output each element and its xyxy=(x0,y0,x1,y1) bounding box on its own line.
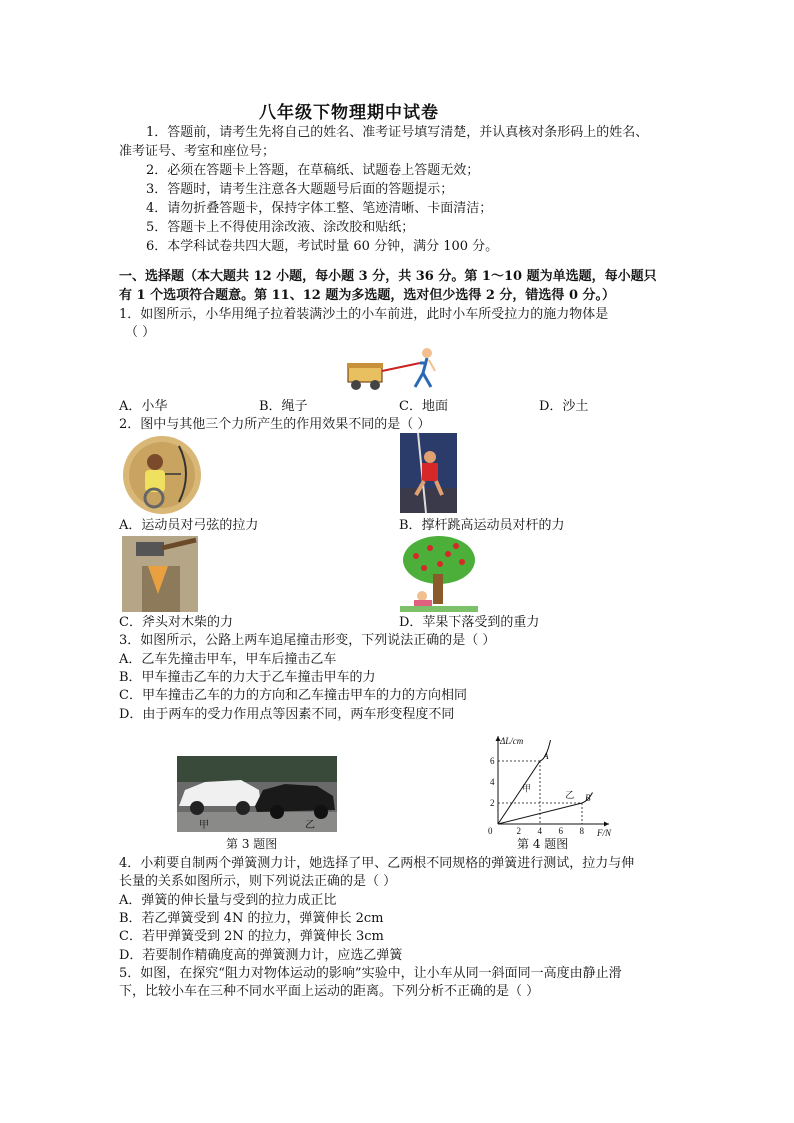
instruction-6: 6．本学科试卷共四大题，考试时量 60 分钟，满分 100 分。 xyxy=(146,239,499,254)
x-tick-label: 2 xyxy=(516,826,521,836)
q4-option-d: D．若要制作精确度高的弹簧测力计，应选乙弹簧 xyxy=(119,948,403,963)
q1-option-b: B．绳子 xyxy=(259,399,308,414)
instruction-2: 2．必须在答题卡上答题，在草稿纸、试题卷上答题无效； xyxy=(146,163,480,178)
q3-option-b: B．甲车撞击乙车的力大于乙车撞击甲车的力 xyxy=(119,670,376,685)
q4-figure-caption: 第 4 题图 xyxy=(517,837,569,851)
q3-option-c: C．甲车撞击乙车的力的方向和乙车撞击甲车的力的方向相同 xyxy=(119,688,467,703)
photo-label-jia: 甲 xyxy=(199,820,209,831)
q1-option-d: D．沙土 xyxy=(539,399,589,414)
instruction-1: 1．答题前，请考生先将自己的姓名、准考证号填写清楚，并认真核对条形码上的姓名、 xyxy=(146,125,649,140)
q1-stem-bracket: （ ） xyxy=(125,325,156,340)
q1-option-c: C．地面 xyxy=(399,399,448,414)
y-tick-label: 2 xyxy=(490,798,495,808)
cart-pulling-figure xyxy=(345,343,445,393)
x-axis-label: F/N xyxy=(597,828,612,836)
series-end-label: B xyxy=(585,793,591,803)
q1-stem: 1．如图所示，小华用绳子拉着装满沙土的小车前进，此时小车所受拉力的施力物体是 xyxy=(119,307,609,322)
pole-vault-photo xyxy=(400,433,457,513)
q1-option-a: A．小华 xyxy=(119,399,168,414)
series-name-label: 甲 xyxy=(522,783,532,794)
q5-stem: 5．如图，在探究“阻力对物体运动的影响”实验中，让小车从同一斜面同一高度由静止滑 xyxy=(119,966,622,981)
archer-photo xyxy=(121,436,203,514)
apple-tree-photo xyxy=(400,534,478,612)
page-title: 八年级下物理期中试卷 xyxy=(259,103,439,123)
q3-stem: 3．如图所示，公路上两车追尾撞击形变，下列说法正确的是（ ） xyxy=(119,633,496,648)
photo-label-yi: 乙 xyxy=(305,820,315,831)
q4-option-b: B．若乙弹簧受到 4N 的拉力，弹簧伸长 2cm xyxy=(119,911,384,926)
series-end-label: A xyxy=(543,751,549,761)
q2-option-b: B．撑杆跳高运动员对杆的力 xyxy=(399,518,565,533)
y-tick-label: 6 xyxy=(490,756,495,766)
q4-option-a: A．弹簧的伸长量与受到的拉力成正比 xyxy=(119,893,337,908)
section-heading-line1: 一、选择题（本大题共 12 小题，每小题 3 分，共 36 分。第 1～10 题为单选题，每小题只 xyxy=(119,269,657,284)
section-heading-line2: 有 1 个选项符合题意。第 11、12 题为多选题，选对但少选得 2 分，错选得 0 分。） xyxy=(119,288,616,303)
axe-wood-photo xyxy=(122,536,198,612)
x-tick-label: 0 xyxy=(488,826,493,836)
series-name-label: 乙 xyxy=(565,790,575,800)
y-axis-label: ΔL/cm xyxy=(500,736,524,746)
q3-option-d: D．由于两车的受力作用点等因素不同，两车形变程度不同 xyxy=(119,707,455,722)
q4-stem: 4．小莉要自制两个弹簧测力计，她选择了甲、乙两根不同规格的弹簧进行测试，拉力与伸 xyxy=(119,856,635,871)
q4-stem-cont: 长量的关系如图所示，则下列说法正确的是（ ） xyxy=(119,874,397,889)
instruction-4: 4．请勿折叠答题卡，保持字体工整、笔迹清晰、卡面清洁； xyxy=(146,201,493,216)
q2-stem: 2．图中与其他三个力所产生的作用效果不同的是（ ） xyxy=(119,417,431,432)
q2-option-c: C．斧头对木柴的力 xyxy=(119,615,233,630)
q3-figure-caption: 第 3 题图 xyxy=(226,837,278,851)
chart-svg xyxy=(476,726,626,836)
q3-option-a: A．乙车先撞击甲车，甲车后撞击乙车 xyxy=(119,652,337,667)
q5-stem-cont: 下，比较小车在三种不同水平面上运动的距离。下列分析不正确的是（ ） xyxy=(119,984,540,999)
instruction-5: 5．答题卡上不得使用涂改液、涂改胶和贴纸； xyxy=(146,220,415,235)
spring-extension-chart xyxy=(476,726,626,836)
series-line-2 xyxy=(498,793,593,825)
x-tick-label: 4 xyxy=(537,826,542,836)
q2-option-d: D．苹果下落受到的重力 xyxy=(399,615,540,630)
x-axis-arrow xyxy=(604,822,609,827)
y-tick-label: 4 xyxy=(490,777,495,787)
x-tick-label: 6 xyxy=(558,826,563,836)
q2-option-a: A．运动员对弓弦的拉力 xyxy=(119,518,259,533)
q4-option-c: C．若甲弹簧受到 2N 的拉力，弹簧伸长 3cm xyxy=(119,929,384,944)
instruction-3: 3．答题时，请考生注意各大题题号后面的答题提示； xyxy=(146,182,454,197)
x-tick-label: 8 xyxy=(579,826,584,836)
instruction-1-cont: 准考证号、考室和座位号； xyxy=(119,144,276,159)
car-crash-photo xyxy=(177,756,337,832)
